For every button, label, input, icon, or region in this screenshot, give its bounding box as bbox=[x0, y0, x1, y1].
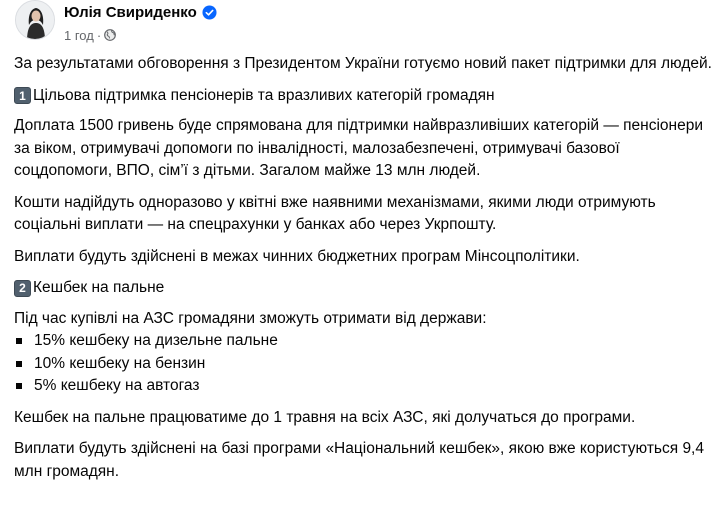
meta-separator: · bbox=[96, 27, 102, 43]
list-item bbox=[14, 353, 714, 376]
keycap-one-icon: 1 bbox=[14, 87, 31, 104]
list-item-text: 10% кешбеку на бензин bbox=[34, 354, 206, 372]
user-avatar-icon bbox=[16, 1, 55, 40]
bullet-square-icon bbox=[16, 383, 22, 389]
section-1-paragraph-3: Виплати будуть здійснені в межах чинних бюджетних програм Мінсоцполітики. bbox=[14, 247, 580, 265]
section-2-paragraph-2: Виплати будуть здійснені на базі програми «Національний кешбек», якою вже користуються 9,4 млн громадян. bbox=[14, 440, 704, 480]
section-2-title: Кешбек на пальне bbox=[33, 279, 165, 296]
section-1-paragraph-2: Кошти надійдуть одноразово у квітні вже наявними механізмами, якими люди отримують соціальні виплати — на спецрахунки у банках або через Укрпошту. bbox=[14, 193, 656, 233]
section-2-paragraph-1: Кешбек на пальне працюватиме до 1 травня на всіх АЗС, які долучаться до програми. bbox=[14, 408, 636, 426]
author-avatar[interactable] bbox=[15, 0, 55, 40]
section-2-intro: Під час купівлі на АЗС громадяни зможуть отримати від держави: bbox=[14, 309, 487, 327]
bullet-square-icon bbox=[16, 361, 22, 367]
section-1-title: Цільова підтримка пенсіонерів та вразливих категорій громадян bbox=[33, 86, 495, 104]
post-meta bbox=[64, 26, 116, 44]
section-1-heading bbox=[14, 85, 714, 108]
author-row bbox=[64, 1, 217, 23]
list-item-text: 5% кешбеку на автогаз bbox=[34, 377, 200, 394]
section-1-paragraph-1: Доплата 1500 гривень буде спрямована для підтримки найвразливіших категорій — пенсіонери за віком, отримувачі допомоги по інвалідності, малозабезпечені, отримувачі базової соцдопомоги, ВПО, сім’ї з дітьми. Загалом майже 13 млн людей. bbox=[14, 117, 703, 179]
bullet-square-icon bbox=[16, 338, 22, 344]
list-item bbox=[14, 375, 714, 398]
author-name[interactable]: Юлія Свириденко bbox=[64, 3, 197, 21]
post-timestamp[interactable]: 1 год bbox=[64, 27, 94, 43]
list-item-text: 15% кешбеку на дизельне пальне bbox=[34, 332, 278, 349]
verified-badge-icon bbox=[202, 5, 217, 20]
keycap-two-icon: 2 bbox=[14, 280, 31, 297]
post-header bbox=[15, 0, 715, 50]
post-body bbox=[14, 53, 714, 492]
cashback-list bbox=[14, 330, 714, 398]
post-intro: За результатами обговорення з Президентом України готуємо новий пакет підтримки для людей. bbox=[14, 55, 712, 72]
globe-icon[interactable] bbox=[104, 29, 116, 41]
section-2-heading bbox=[14, 277, 714, 300]
list-item bbox=[14, 330, 714, 353]
